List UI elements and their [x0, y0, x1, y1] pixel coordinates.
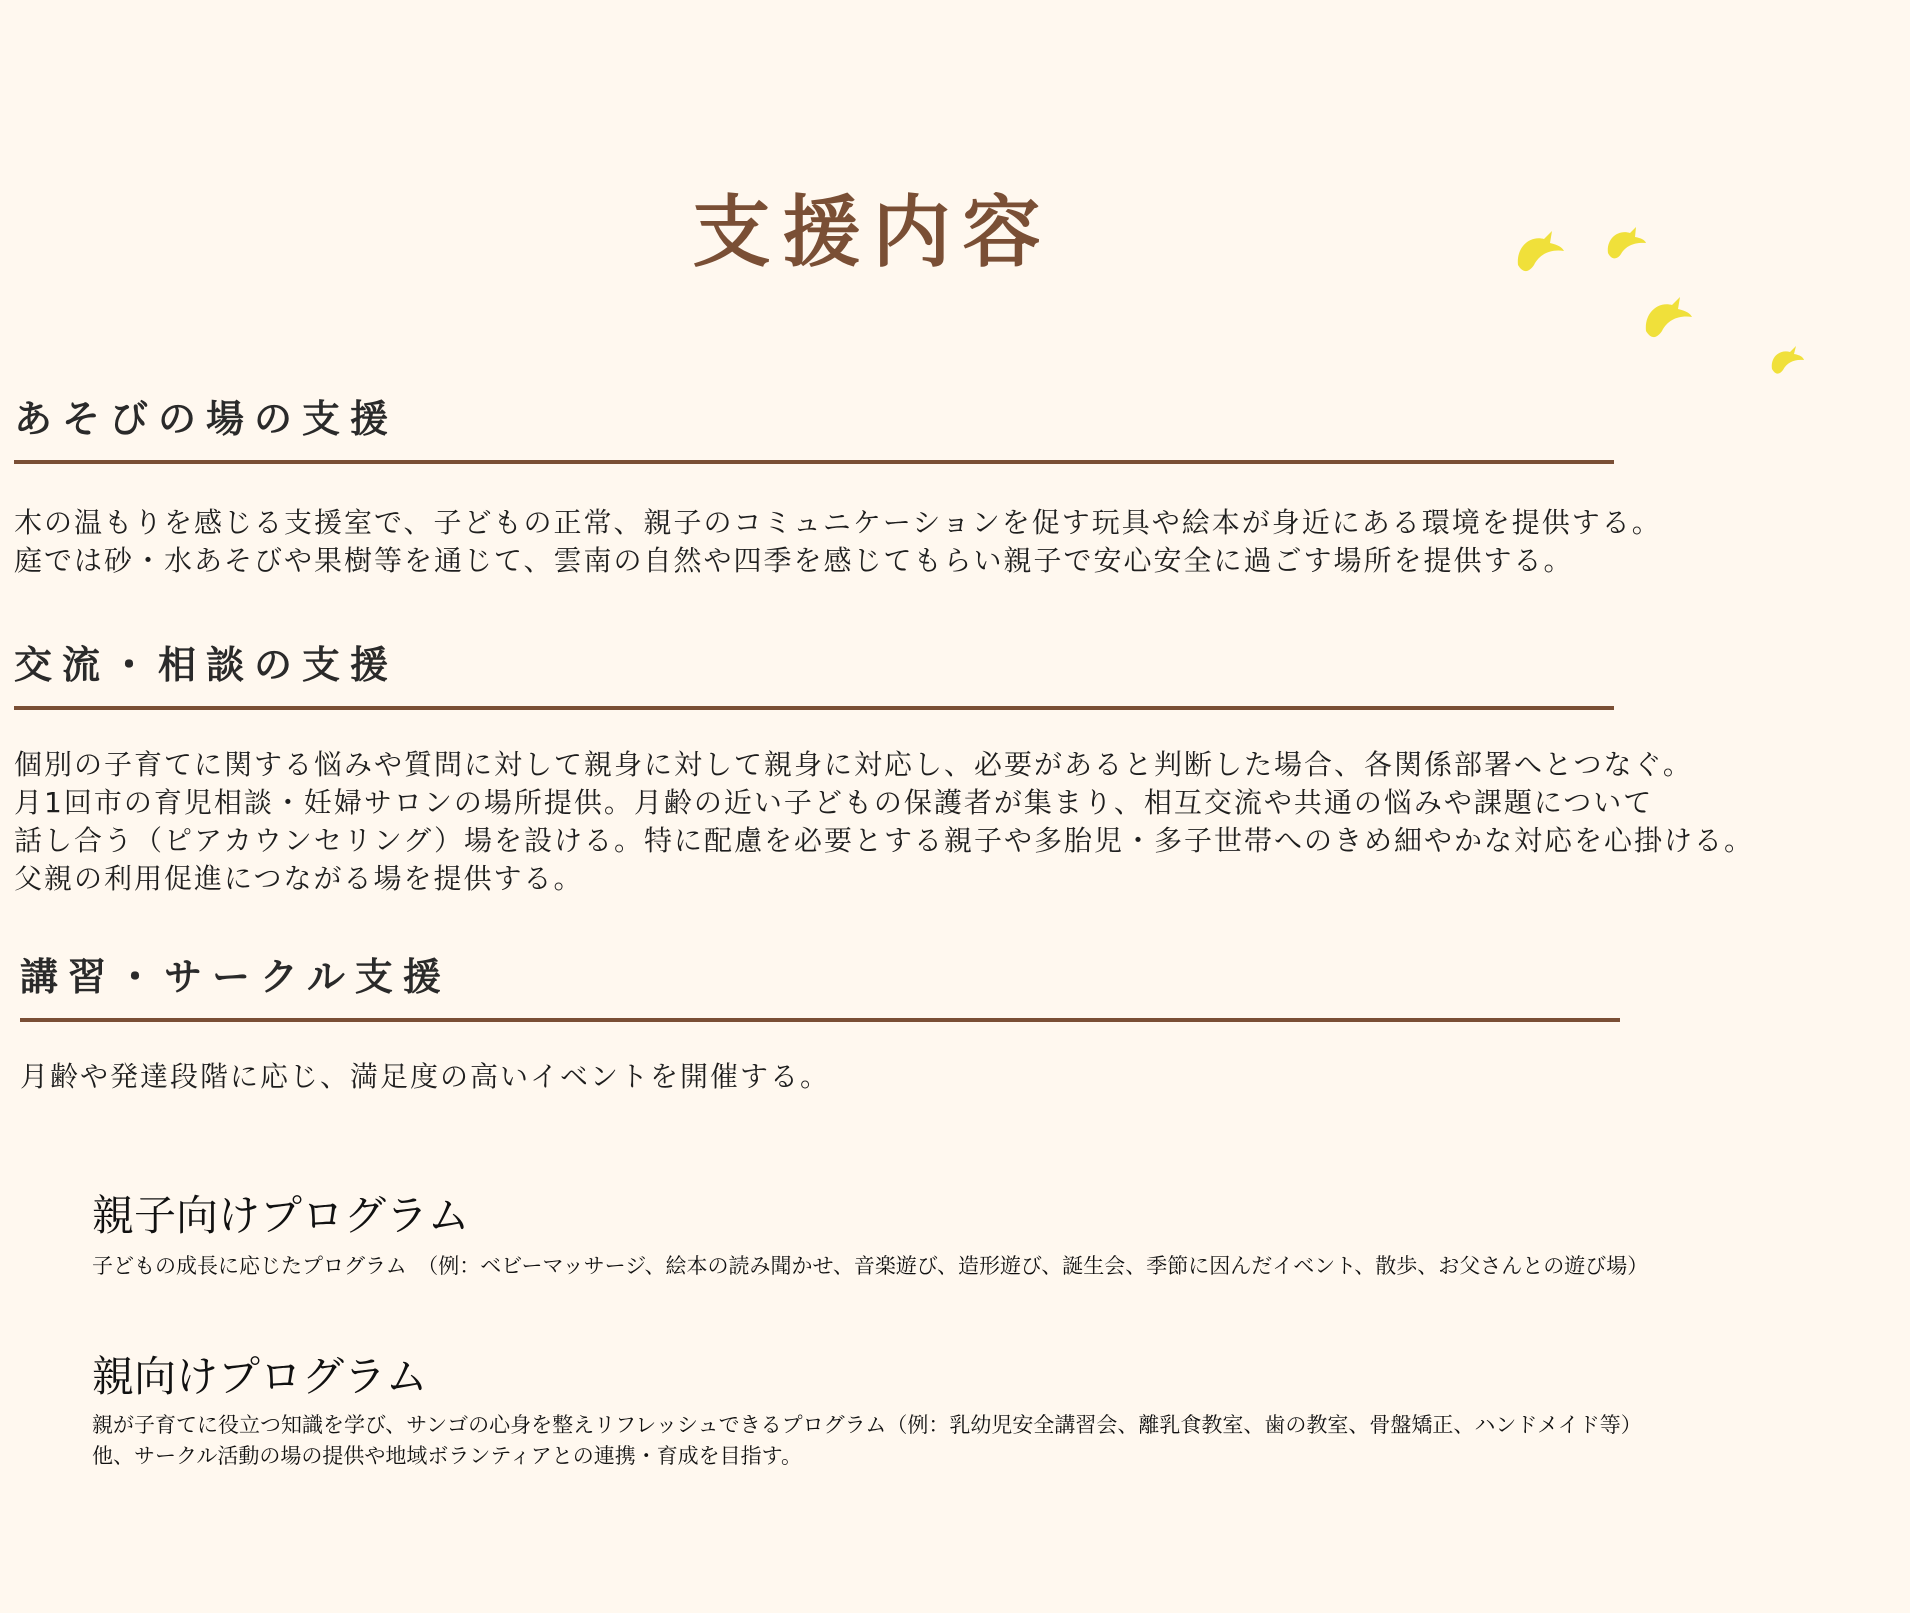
section-exchange-consult	[14, 641, 1754, 898]
section-play-space	[14, 395, 1662, 580]
program-parent-child	[92, 1189, 1648, 1282]
body-line: 庭では砂・水あそびや果樹等を通じて、雲南の自然や四季を感じてもらい親子で安心安全に過ごす場所を提供する。	[14, 544, 1574, 577]
bird-icon	[1772, 346, 1804, 374]
program-heading: 親向けプログラム	[92, 1352, 428, 1401]
bird-icon	[1608, 227, 1646, 258]
section-divider	[14, 706, 1614, 710]
program-parent	[92, 1350, 1642, 1472]
section-body	[14, 504, 1662, 580]
program-line: 親が子育てに役立つ知識を学び、サンゴの心身を整えリフレッシュできるプログラム（例：乳幼児安全講習会、離乳食教室、歯の教室、骨盤矯正、ハンドメイド等）	[92, 1413, 1642, 1437]
section-body	[20, 1058, 1620, 1096]
section-heading: 交流・相談の支援	[14, 642, 399, 687]
program-line: 子どもの成長に応じたプログラム （例：ベビーマッサージ、絵本の読み聞かせ、音楽遊び、造形遊び、誕生会、季節に因んだイベント、散歩、お父さんとの遊び場）	[92, 1254, 1649, 1278]
body-line: 月1回市の育児相談・妊婦サロンの場所提供。月齢の近い子どもの保護者が集まり、相互交流や共通の悩みや課題について	[14, 786, 1654, 819]
body-line: 木の温もりを感じる支援室で、子どもの正常、親子のコミュニケーションを促す玩具や絵本が身近にある環境を提供する。	[14, 506, 1662, 539]
program-heading: 親子向けプログラム	[92, 1191, 470, 1240]
program-line: 他、サークル活動の場の提供や地域ボランティアとの連携・育成を目指す。	[92, 1444, 803, 1468]
section-heading: 講習・サークル支援	[20, 954, 451, 999]
page-title: 支援内容	[692, 187, 1053, 278]
body-line: 個別の子育てに関する悩みや質問に対して親身に対して親身に対応し、必要があると判断した場合、各関係部署へとつなぐ。	[14, 748, 1693, 781]
body-line: 月齢や発達段階に応じ、満足度の高いイベントを開催する。	[20, 1060, 831, 1093]
section-lecture-circle	[20, 953, 1620, 1096]
section-heading: あそびの場の支援	[14, 396, 399, 441]
bird-icon	[1518, 231, 1564, 271]
section-divider	[14, 460, 1614, 464]
section-body	[14, 746, 1754, 898]
birds-decoration	[1500, 225, 1820, 385]
section-divider	[20, 1018, 1620, 1022]
body-line: 話し合う（ピアカウンセリング）場を設ける。特に配慮を必要とする親子や多胎児・多子世帯へのきめ細やかな対応を心掛ける。	[14, 824, 1755, 857]
body-line: 父親の利用促進につながる場を提供する。	[14, 862, 584, 895]
bird-icon	[1646, 297, 1692, 337]
